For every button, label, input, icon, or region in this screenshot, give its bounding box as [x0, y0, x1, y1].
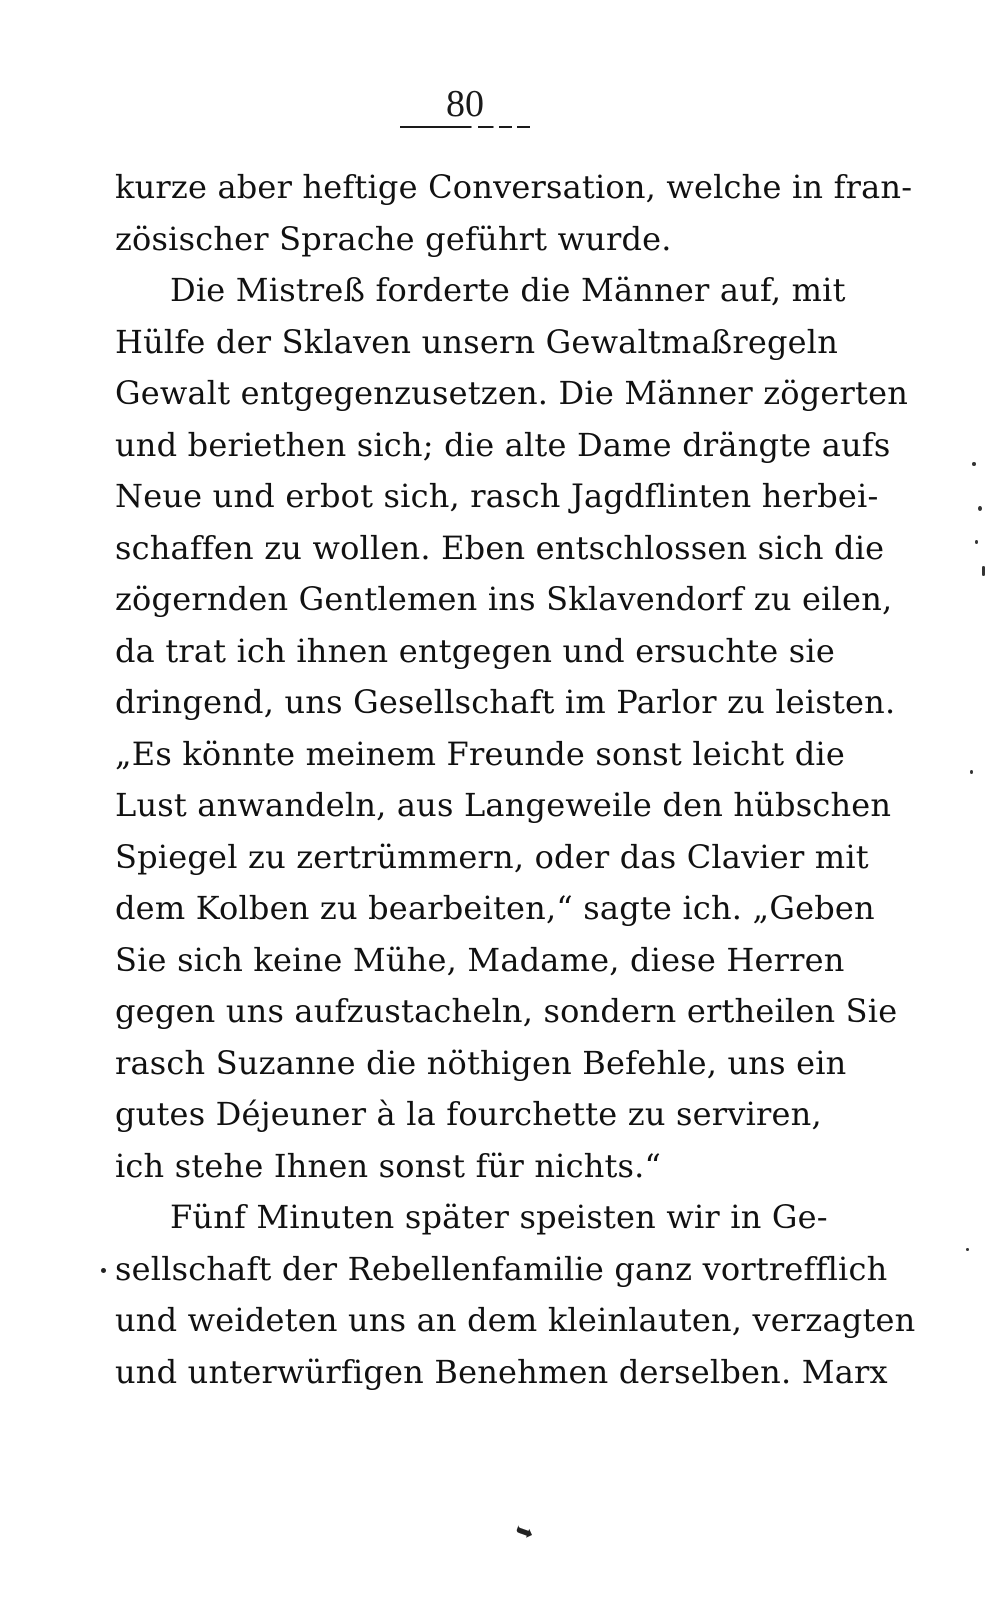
text-line: gutes Déjeuner à la fourchette zu serviren, — [115, 1095, 822, 1133]
margin-speck — [970, 770, 973, 774]
text-line: „Es könnte meinem Freunde sonst leicht die — [115, 734, 845, 773]
margin-speck — [975, 540, 978, 544]
margin-speck — [966, 1248, 969, 1251]
header-rule — [400, 126, 530, 128]
text-line: ich stehe Ihnen sonst für nichts.“ — [115, 1146, 662, 1185]
text-line: Neue und erbot sich, rasch Jagdflinten herbei- — [115, 477, 879, 515]
margin-speck — [982, 566, 985, 576]
text-line: Spiegel zu zertrümmern, oder das Clavier mit — [115, 837, 869, 876]
margin-speck — [972, 462, 976, 466]
text-line: rasch Suzanne die nöthigen Befehle, uns ein — [115, 1043, 847, 1082]
text-line: gegen uns aufzustacheln, sondern ertheilen Sie — [115, 992, 898, 1030]
text-line: zösischer Sprache geführt wurde. — [115, 219, 672, 258]
text-line: dringend, uns Gesellschaft im Parlor zu leisten. — [115, 683, 896, 721]
margin-speck — [978, 506, 982, 511]
text-line: Lust anwandeln, aus Langeweile den hübschen — [115, 786, 892, 824]
text-line: Gewalt entgegenzusetzen. Die Männer zögerten — [115, 374, 909, 412]
text-line: sellschaft der Rebellenfamilie ganz vortrefflich — [115, 1244, 820, 1296]
text-line: Fünf Minuten später speisten wir in Ge- — [170, 1198, 828, 1236]
text-line: Hülfe der Sklaven unsern Gewaltmaßregeln — [115, 322, 839, 361]
text-line: kurze aber heftige Conversation, welche in fran- — [115, 168, 913, 206]
text-line: da trat ich ihnen entgegen und ersuchte sie — [115, 631, 835, 670]
text-line: und weideten uns an dem kleinlauten, verzagten — [115, 1301, 916, 1339]
printer-mark: ➥ — [511, 1517, 538, 1548]
text-line: zögernden Gentlemen ins Sklavendorf zu eilen, — [115, 580, 893, 618]
body-text — [115, 162, 916, 1398]
text-line: und beriethen sich; die alte Dame drängte aufs — [115, 425, 891, 464]
text-line: dem Kolben zu bearbeiten,“ sagte ich. „Geben — [115, 889, 875, 927]
text-line: Die Mistreß forderte die Männer auf, mit — [170, 271, 846, 309]
text-line: Sie sich keine Mühe, Madame, diese Herren — [115, 940, 845, 979]
text-line: schaffen zu wollen. Eben entschlossen sich die — [115, 528, 885, 567]
text-line: und unterwürfigen Benehmen derselben. Marx — [115, 1352, 888, 1391]
page-number: 80 — [446, 83, 484, 125]
